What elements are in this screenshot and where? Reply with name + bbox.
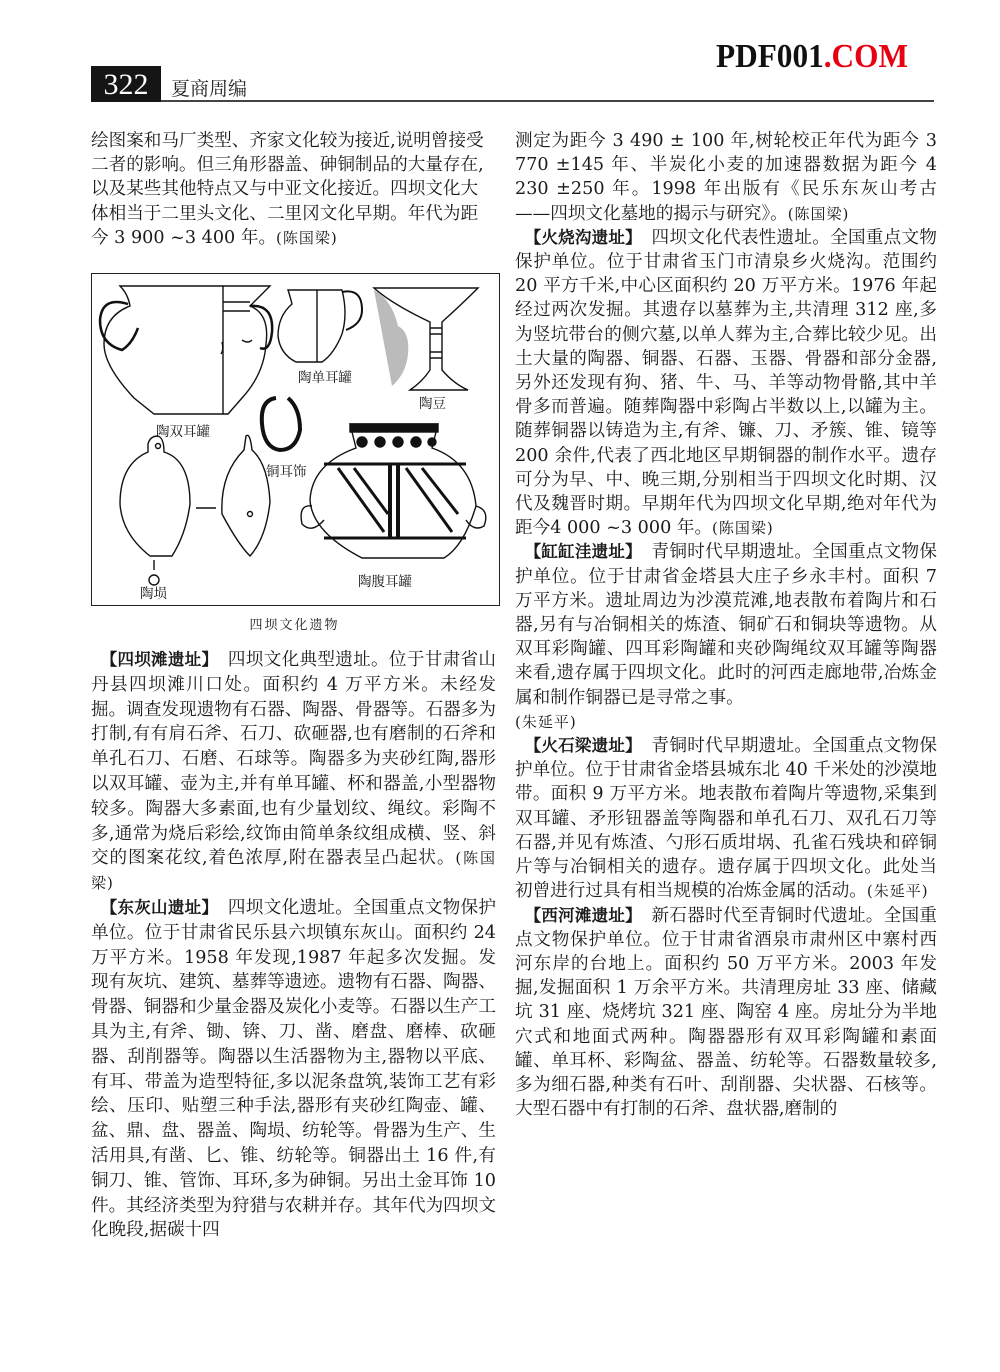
continuation-text: 测定为距今 3 490 ± 100 年,树轮校正年代为距今 3 770 ±145 年、半炭化小麦的加速器数据为距今 4 230 ±250 年。1998 年出版有《民乐东灰山考古——四坝文化墓地的揭示与研究》。 <box>515 131 937 224</box>
single-ear-jar-drawing <box>278 290 362 362</box>
entry-ganggangwa <box>515 540 937 734</box>
intro-line: 体相当于二里头文化、二里冈文化早期。年代为距 <box>91 203 479 224</box>
label-copper-earring: 铜耳饰 <box>266 464 307 480</box>
left-column-entries <box>91 648 496 1243</box>
entry-xihetan <box>515 904 937 1122</box>
author: (朱延平) <box>515 712 577 731</box>
header-rule <box>161 100 934 102</box>
intro-line: 以及某些其他特点又与中亚文化接近。四坝文化大 <box>91 179 479 200</box>
entry-text: 新石器时代至青铜时代遗址。全国重点文物保护单位。位于甘肃省酒泉市肃州区中寨村西河东岸的台地上。面积约 50 万平方米。2003 年发掘,发掘面积 1 万余平方米。共清理房址 33 座、储藏坑 31 座、烧烤坑 321 座、陶窑 4 座。房址分为半地穴式和地面式两种。陶器器形有双耳彩陶罐和素面罐、单耳杯、彩陶盆、器盖、纺轮等。石器数量较多,多为细石器,种类有石叶、刮削器、尖状器、石核等。大型石器中有打制的石斧、盘状器,磨制的 <box>515 905 937 1120</box>
watermark-red-text: .COM <box>823 38 908 75</box>
entry-title: 【东灰山遗址】 <box>108 897 210 917</box>
entry-donghuishan <box>91 896 496 1243</box>
entry-title: 【四坝滩遗址】 <box>108 650 210 669</box>
continuation-paragraph <box>515 129 937 226</box>
author: (朱延平) <box>866 882 929 901</box>
book-title: 夏商周编 <box>171 78 248 100</box>
intro-line: 绘图案和马厂类型、齐家文化较为接近,说明曾接受 <box>91 131 484 151</box>
author: (陈国梁) <box>276 228 338 247</box>
label-double-ear-jar: 陶双耳罐 <box>156 424 210 440</box>
entry-huoshiliang <box>515 734 937 903</box>
author: (陈国梁) <box>712 519 774 538</box>
label-belly-ear-jar: 陶腹耳罐 <box>358 574 412 590</box>
xun-side-drawing <box>196 435 270 556</box>
copper-earring-drawing <box>262 398 300 450</box>
entry-text: 青铜时代早期遗址。全国重点文物保护单位。位于甘肃省金塔县城东北 40 千米处的沙漠地带。面积 9 万平方米。地表散布着陶片等遗物,采集到双耳罐、矛形钮器盖等陶器和单孔石刀、双孔石刀等石器,并见有炼渣、勺形石质坩埚、孔雀石残块和碎铜片等与冶铜相关的遗存。遗存属于四坝文化。此处当初曾进行过具有相当规模的冶炼金属的活动。 <box>515 736 937 902</box>
intro-line: 二者的影响。但三角形器盖、砷铜制品的大量存在, <box>91 155 484 176</box>
label-dou: 陶豆 <box>419 396 446 412</box>
author: (陈国梁) <box>91 849 496 893</box>
entry-sibatan <box>91 648 496 896</box>
watermark-dark-text: PDF001 <box>716 38 824 75</box>
running-header <box>91 66 934 102</box>
double-ear-jar-drawing <box>100 286 272 414</box>
entry-text: 四坝文化典型遗址。位于甘肃省山丹县四坝滩川口处。面积约 4 万平方米。未经发掘。调查发现遗物有石器、陶器、骨器等。石器多为打制,有有肩石斧、石刀、砍砸器,也有磨制的石斧和单孔石刀、石磨、石球等。陶器多为夹砂红陶,器形以双耳罐、壶为主,并有单耳罐、杯和器盖,小型器物较多。陶器大多素面,也有少量划纹、绳纹。彩陶不多,通常为烧后彩绘,纹饰由简单条纹组成横、竖、斜交的图案花纹,着色浓厚,附在器表呈凸起状。 <box>91 650 496 869</box>
entry-title: 【缸缸洼遗址】 <box>532 542 634 562</box>
entry-text: 四坝文化代表性遗址。全国重点文物保护单位。位于甘肃省玉门市清泉乡火烧沟。范围约 20 平方千米,中心区面积约 20 万平方米。1976 年起经过两次发掘。其遗存以墓葬为主,共清理 312 座,多为竖坑带台的侧穴墓,以单人葬为主,合葬比较少见。出土大量的陶器、铜器、石器、玉器、骨器和部分金器,另外还发现有狗、猪、牛、马、羊等动物骨骼,其中羊骨多而普遍。随葬陶器中彩陶占半数以上,以罐为主。随葬铜器以铸造为主,有斧、镰、刀、矛簇、锥、镜等 200 余件,代表了西北地区早期铜器的制作水平。遗存可分为早、中、晚三期,分别相当于四坝文化时期、汉代及魏晋时期。早期年代为四坝文化早期,绝对年代为距今4 000 ~3 000 年。 <box>515 227 937 539</box>
entry-title: 【火石梁遗址】 <box>532 736 634 756</box>
label-xun: 陶埙 <box>140 586 167 602</box>
figure-illustration <box>92 274 499 605</box>
xun-front-drawing <box>120 436 190 585</box>
right-column <box>515 129 937 1121</box>
intro-line: 今 3 900 ~3 400 年。(陈国梁) <box>91 227 338 248</box>
entry-text: 青铜时代早期遗址。全国重点文物保护单位。位于甘肃省金塔县大庄子乡永丰村。面积 7 万平方米。遗址周边为沙漠荒滩,地表散布着陶片和石器,另有与冶铜相关的炼渣、铜矿石和铜块等遗物。从双耳彩陶罐、四耳彩陶罐和夹砂陶绳纹双耳罐等陶器来看,遗存属于四坝文化。此时的河西走廊地带,冶炼金属和制作铜器已是寻常之事。 <box>515 542 938 708</box>
entry-title: 【火烧沟遗址】 <box>532 227 634 247</box>
entry-title: 【西河滩遗址】 <box>532 905 634 925</box>
label-single-ear-jar: 陶单耳罐 <box>298 370 352 386</box>
author: (陈国梁) <box>787 204 850 223</box>
figure-caption: 四坝文化遗物 <box>249 618 340 633</box>
entry-huoshaogou <box>515 226 937 541</box>
figure-sibacultural-relics <box>91 273 500 606</box>
page-number: 322 <box>91 66 161 102</box>
dou-drawing <box>374 288 478 390</box>
belly-ear-jar-drawing <box>301 424 486 558</box>
left-column-intro <box>91 129 496 250</box>
entry-text: 四坝文化遗址。全国重点文物保护单位。位于甘肃省民乐县六坝镇东灰山。面积约 24 万平方米。1958 年发现,1987 年起多次发掘。发现有灰坑、建筑、墓葬等遗迹。遗物有石器、陶器、骨器、铜器和少量金器及炭化小麦等。石器以生产工具为主,有斧、锄、锛、刀、凿、磨盘、磨棒、砍砸器、刮削器等。陶器以生活器物为主,器物以平底、有耳、带盖为造型特征,多以泥条盘筑,装饰工艺有彩绘、压印、贴塑三种手法,器形有夹砂红陶壶、罐、盆、鼎、盘、器盖、陶埙、纺轮等。骨器为生产、生活用具,有凿、匕、锥、纺轮等。铜器出土 16 件,有铜刀、锥、管饰、耳环,多为砷铜。另出土金耳饰 10 件。其经济类型为狩猎与农耕并存。其年代为四坝文化晚段,据碳十四 <box>91 897 496 1241</box>
